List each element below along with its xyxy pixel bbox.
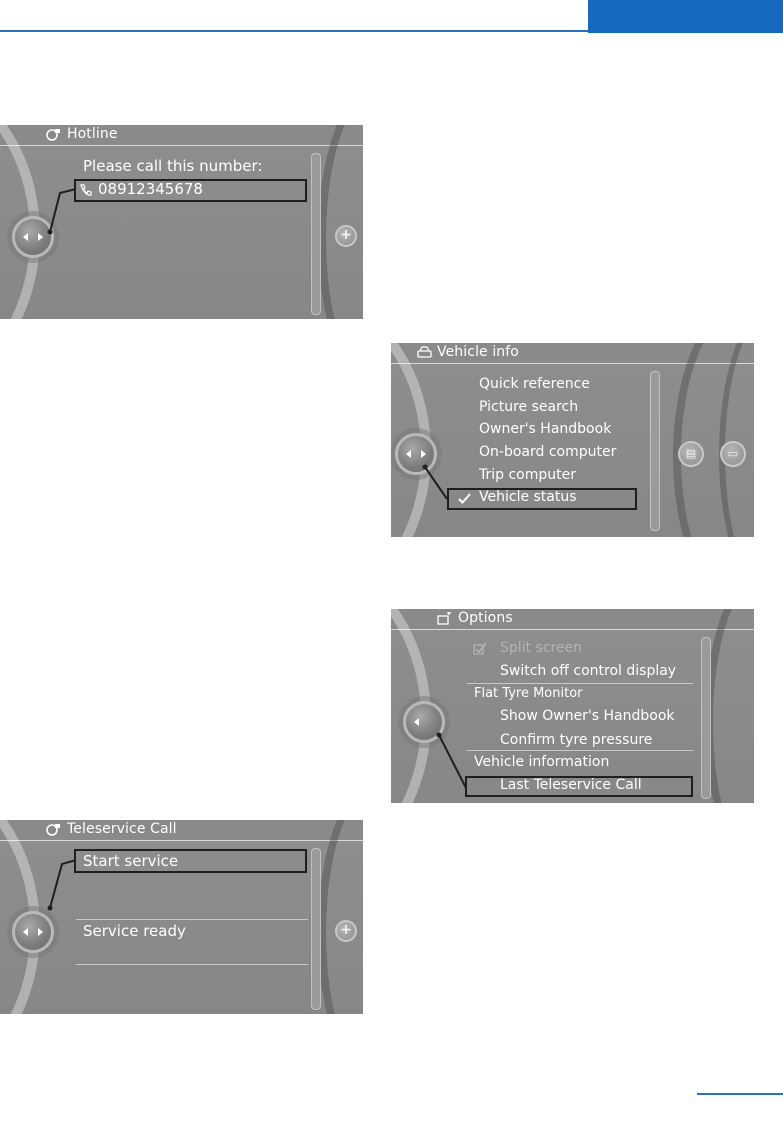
vehicle-info-title: Vehicle info: [437, 344, 519, 360]
options-item-confirm-tyre-pressure[interactable]: Confirm tyre pressure: [500, 732, 653, 748]
options-heading-vehicle-information: Vehicle information: [474, 754, 610, 770]
options-title: Options: [458, 610, 513, 626]
vehicle-status-icon[interactable]: ▤: [678, 441, 704, 467]
vehicle-info-item-quick-reference[interactable]: Quick reference: [479, 376, 590, 392]
vehicle-info-icon[interactable]: ▭: [720, 441, 746, 467]
pointer-line: [0, 125, 363, 319]
vehicle-info-item-onboard-computer[interactable]: On-board computer: [479, 444, 617, 460]
vehicle-info-item-picture-search[interactable]: Picture search: [479, 399, 579, 415]
header-rule: [0, 30, 588, 32]
hotline-prompt: Please call this number:: [83, 157, 263, 175]
hotline-title: Hotline: [67, 126, 118, 142]
start-service-button[interactable]: Start service: [83, 852, 179, 870]
vehicle-info-item-vehicle-status[interactable]: Vehicle status: [479, 489, 577, 505]
plus-icon[interactable]: +: [335, 225, 357, 247]
pointer-line: [0, 820, 363, 1014]
footer-rule: [697, 1093, 783, 1095]
options-heading-flat-tyre-monitor: Flat Tyre Monitor: [474, 686, 583, 701]
pointer-line: [391, 343, 754, 537]
vehicle-info-item-trip-computer[interactable]: Trip computer: [479, 467, 576, 483]
teleservice-call-screen: [0, 820, 363, 1014]
pointer-line: [391, 609, 754, 803]
vehicle-info-item-owners-handbook[interactable]: Owner's Handbook: [479, 421, 612, 437]
options-item-switch-off-display[interactable]: Switch off control display: [500, 663, 677, 679]
options-screen: [391, 609, 754, 803]
options-item-last-teleservice-call[interactable]: Last Teleservice Call: [500, 777, 642, 793]
header-tab: [588, 0, 783, 33]
options-item-show-handbook[interactable]: Show Owner's Handbook: [500, 708, 675, 724]
plus-icon[interactable]: +: [335, 920, 357, 942]
hotline-screen: [0, 125, 363, 319]
options-item-split-screen: Split screen: [500, 640, 583, 656]
vehicle-info-screen: [391, 343, 754, 537]
teleservice-title: Teleservice Call: [67, 821, 177, 837]
hotline-number[interactable]: 08912345678: [98, 180, 203, 198]
service-status: Service ready: [83, 922, 186, 940]
